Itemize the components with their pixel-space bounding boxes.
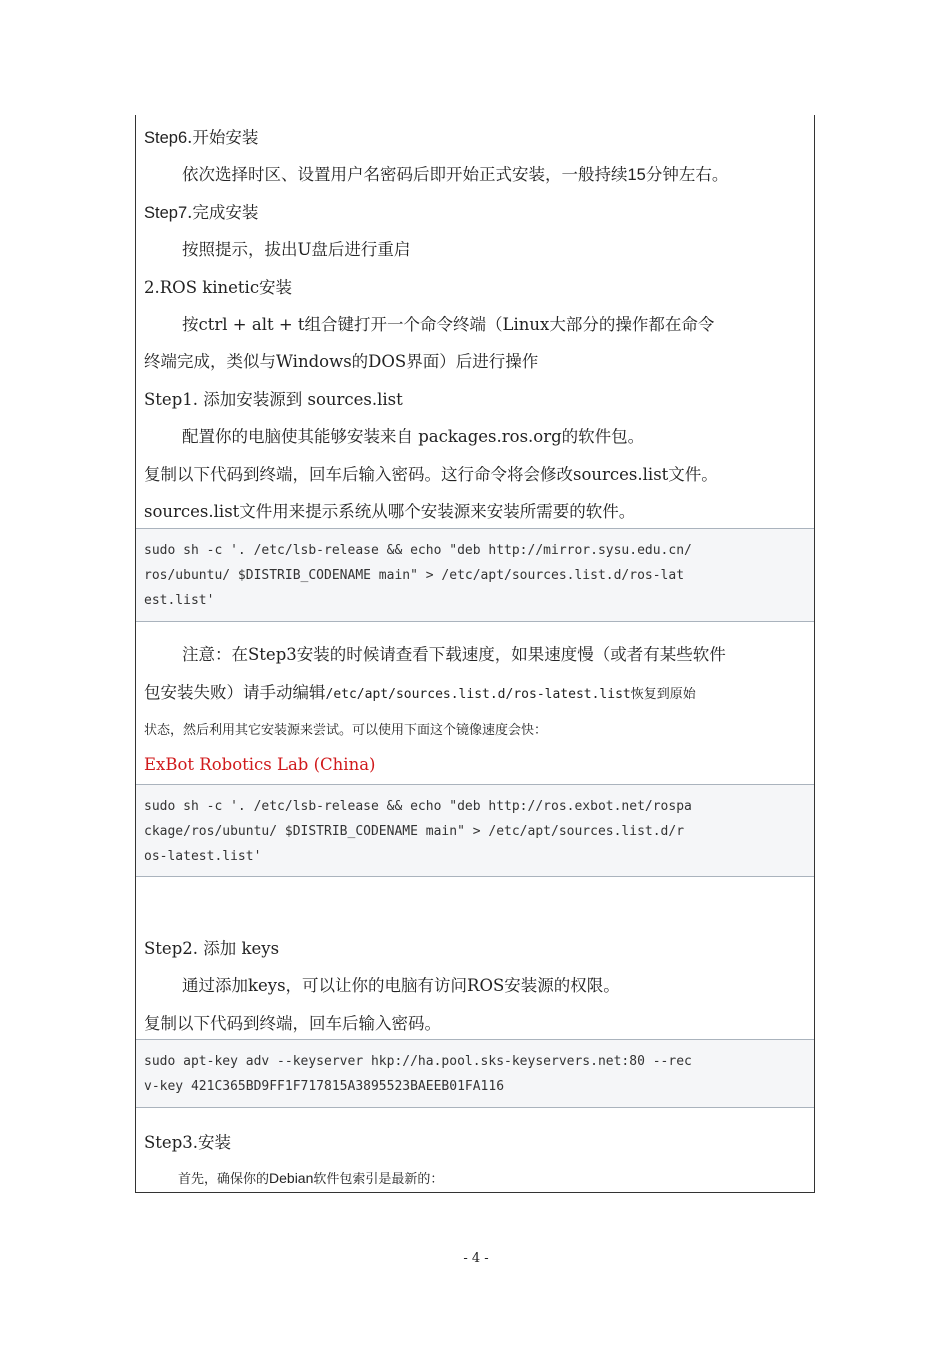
step7-heading bbox=[144, 199, 258, 223]
code-line: sudo sh -c '. /etc/lsb-release && echo "deb http://ros.exbot.net/rospa bbox=[144, 799, 692, 814]
notice-line-1: 注意：在Step3安装的时候请查看下载速度，如果速度慢（或者有某些软件 bbox=[182, 645, 726, 664]
code-line: ros/ubuntu/ $DISTRIB_CODENAME main" > /etc/apt/sources.list.d/ros-lat bbox=[144, 568, 685, 583]
notice-path: /etc/apt/sources.list.d/ros-latest.list bbox=[325, 687, 631, 702]
notice-line-3: 状态，然后利用其它安装源来尝试。可以使用下面这个镜像速度会快： bbox=[144, 723, 548, 738]
step1-title: Step1. 添加安装源到 sources.list bbox=[144, 390, 403, 409]
code-line: v-key 421C365BD9FF1F717815A3895523BAEEB01FA116 bbox=[144, 1079, 505, 1094]
step7-prefix: Step7 bbox=[144, 204, 188, 222]
step7-title: .完成安装 bbox=[187, 203, 259, 222]
code-block-keys[interactable] bbox=[136, 1039, 814, 1108]
ros-intro-line-2: 终端完成，类似与Windows的DOS界面）后进行操作 bbox=[144, 352, 539, 371]
content-frame bbox=[135, 115, 815, 1193]
code-block-sources[interactable] bbox=[136, 528, 814, 622]
step6-desc-end: 分钟左右。 bbox=[645, 165, 729, 184]
step2-description: 通过添加keys，可以让你的电脑有访问ROS安装源的权限。 bbox=[182, 976, 620, 995]
ros-intro-line-1: 按ctrl + alt + t组合键打开一个命令终端（Linux大部分的操作都在命令 bbox=[182, 315, 715, 334]
page-number: - 4 - bbox=[463, 1251, 489, 1266]
code-line: os-latest.list' bbox=[144, 849, 262, 864]
step6-prefix: Step6 bbox=[144, 129, 188, 147]
step3-desc-text: 首先，确保你的 bbox=[178, 1172, 270, 1187]
code-line: est.list' bbox=[144, 593, 215, 608]
step3-title: Step3.安装 bbox=[144, 1133, 232, 1152]
step6-heading bbox=[144, 124, 258, 148]
mirror-link[interactable]: ExBot Robotics Lab (China) bbox=[144, 755, 376, 774]
notice-line-2 bbox=[144, 679, 696, 703]
step1-note: sources.list文件用来提示系统从哪个安装源来安装所需要的软件。 bbox=[144, 502, 636, 521]
step2-copy-instruction: 复制以下代码到终端，回车后输入密码。 bbox=[144, 1014, 441, 1033]
step6-description bbox=[182, 161, 728, 185]
step3-description bbox=[178, 1168, 443, 1187]
notice-text-end: 恢复到原始 bbox=[630, 687, 696, 702]
step7-description: 按照提示，拔出U盘后进行重启 bbox=[182, 240, 411, 259]
step1-description: 配置你的电脑使其能够安装来自 packages.ros.org的软件包。 bbox=[182, 427, 645, 446]
ros-heading: 2.ROS kinetic安装 bbox=[144, 278, 293, 297]
step6-desc-number: 15 bbox=[627, 166, 646, 184]
code-block-mirror[interactable] bbox=[136, 784, 814, 877]
step1-copy-instruction: 复制以下代码到终端，回车后输入密码。这行命令将会修改sources.list文件。 bbox=[144, 465, 718, 484]
step3-desc-debian: Debian bbox=[269, 1170, 314, 1186]
step3-desc-end: 软件包索引是最新的： bbox=[313, 1172, 444, 1187]
step6-title: .开始安装 bbox=[187, 128, 259, 147]
step2-title: Step2. 添加 keys bbox=[144, 939, 280, 958]
notice-text: 包安装失败）请手动编辑 bbox=[144, 683, 326, 702]
code-line: sudo apt-key adv --keyserver hkp://ha.pool.sks-keyservers.net:80 --rec bbox=[144, 1054, 692, 1069]
code-line: sudo sh -c '. /etc/lsb-release && echo "deb http://mirror.sysu.edu.cn/ bbox=[144, 543, 692, 558]
code-line: ckage/ros/ubuntu/ $DISTRIB_CODENAME main" > /etc/apt/sources.list.d/r bbox=[144, 824, 685, 839]
step6-desc-text: 依次选择时区、设置用户名密码后即开始正式安装，一般持续 bbox=[182, 165, 628, 184]
